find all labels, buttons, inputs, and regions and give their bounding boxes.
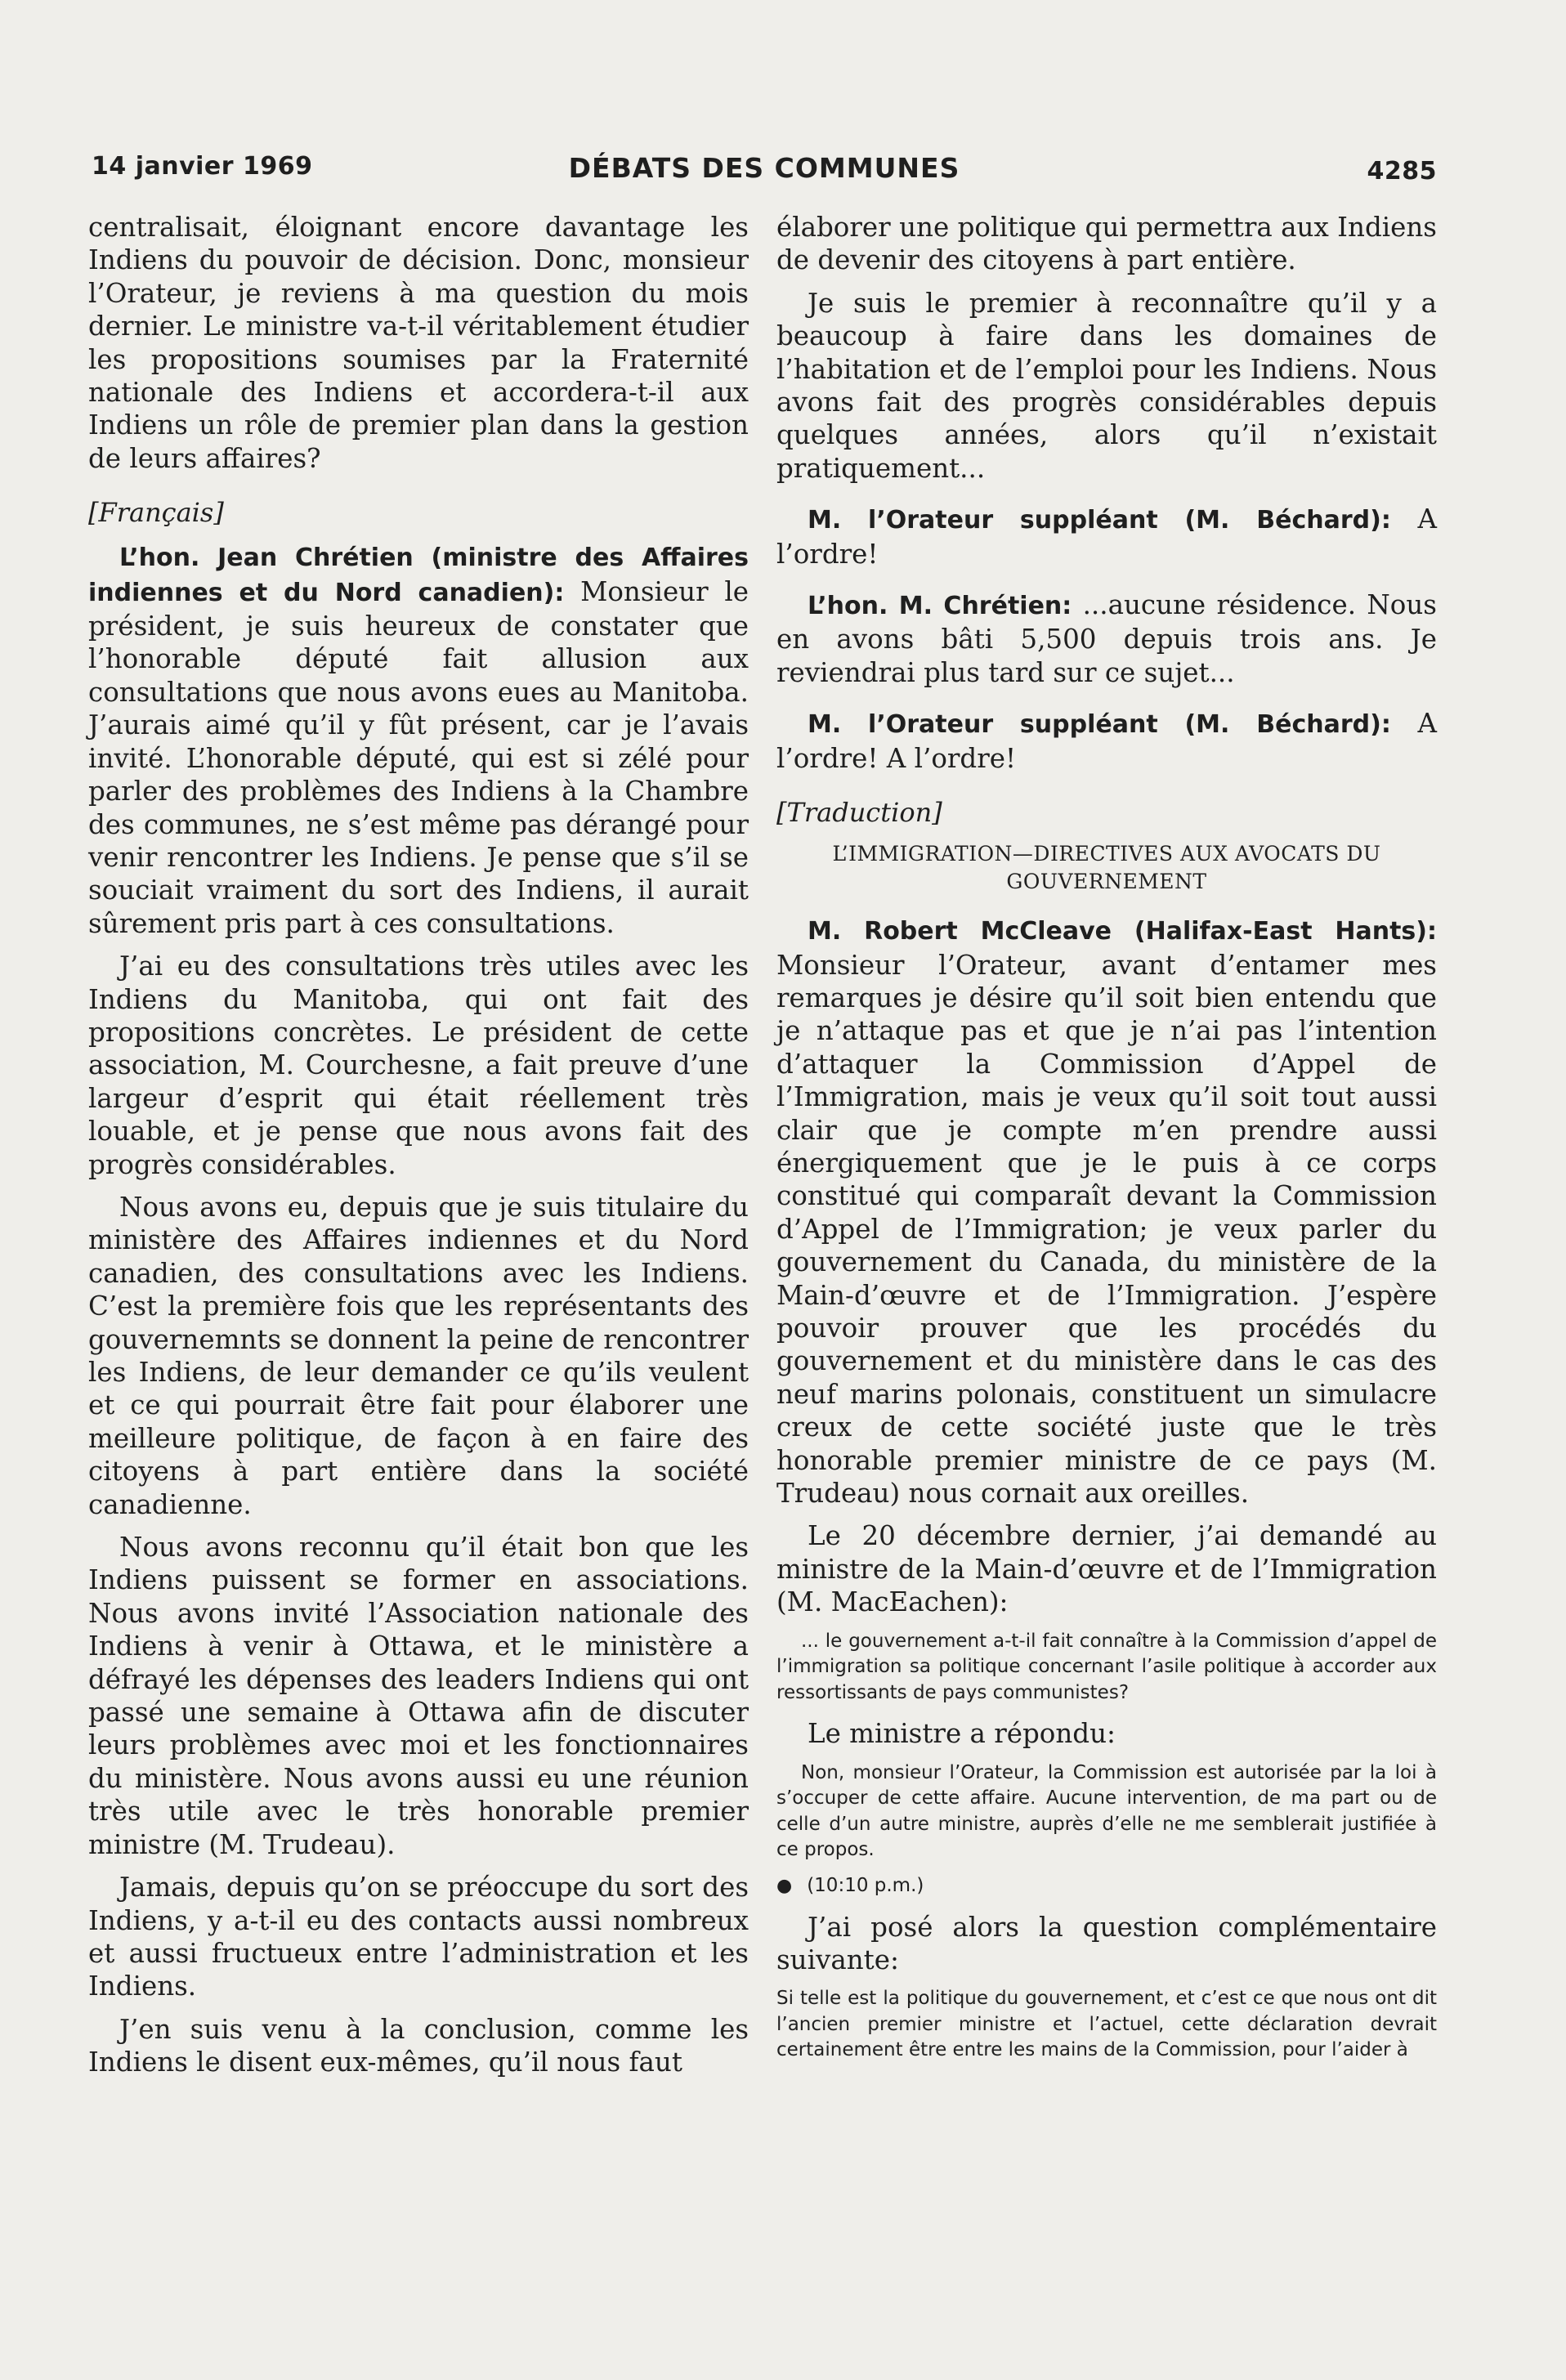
- speech-paragraph: [88, 540, 749, 940]
- speech-paragraph: [776, 588, 1437, 689]
- page-header: [92, 152, 1437, 190]
- speech-text: Monsieur le président, je suis heureux de constater que l’honorable député fait allusion aux consultations que nous avons eues au Manitoba. J’aurais aimé qu’il y fût présent, car je l’avais invité. L’honorable député, qui est si zélé pour parler des problèmes des Indiens à la Chambre des communes, ne s’est même pas dérangé pour venir rencontrer les Indiens. Je pense que s’il se souciait vraiment du sort des Indiens, il aurait sûrement pris part à ces consultations.: [88, 575, 749, 939]
- right-column: [776, 211, 1437, 2075]
- speaker-name: M. Robert McCleave (Halifax-East Hants):: [808, 917, 1437, 946]
- paragraph: Le 20 décembre dernier, j’ai demandé au ministre de la Main-d’œuvre et de l’Immigration (M. MacEachen):: [776, 1520, 1437, 1618]
- bullet-icon: ●: [776, 1875, 793, 1896]
- paragraph: Nous avons eu, depuis que je suis titulaire du ministère des Affaires indiennes et du Nord canadien, des consultations avec les Indiens. C’est la première fois que les représentants des gouvernemnts se donnent la peine de rencontrer les Indiens, de leur demander ce qu’ils veulent et ce qui pourrait être fait pour élaborer une meilleure politique, de façon à en faire des citoyens à part entière dans la société canadienne.: [88, 1191, 749, 1520]
- speech-paragraph: [776, 707, 1437, 775]
- paragraph: Le ministre a répondu:: [808, 1718, 1116, 1750]
- paragraph: Nous avons reconnu qu’il était bon que les Indiens puissent se former en associations. Nous avons invité l’Association nationale des Indiens à venir à Ottawa, et le ministère a défrayé les dépenses des leaders Indiens qui ont passé une semaine à Ottawa afin de discuter leurs problèmes avec moi et les fonctionnaires du ministère. Nous avons aussi eu une réunion très utile avec le très honorable premier ministre (M. Trudeau).: [88, 1532, 749, 1860]
- language-marker: [Français]: [88, 497, 224, 529]
- speaker-name: M. l’Orateur suppléant (M. Béchard):: [808, 710, 1391, 740]
- block-quote: ... le gouvernement a-t-il fait connaître à la Commission d’appel de l’immigration sa politique concernant l’asile politique à accorder aux ressortissants de pays communistes?: [776, 1630, 1437, 1703]
- timestamp-text: (10:10 p.m.): [807, 1874, 924, 1896]
- paragraph: Jamais, depuis qu’on se préoccupe du sort des Indiens, y a-t-il eu des contacts aussi nombreux et aussi fructueux entre l’administration et les Indiens.: [88, 1872, 749, 2002]
- speaker-name: M. l’Orateur suppléant (M. Béchard):: [808, 506, 1391, 535]
- timestamp: [776, 1875, 1437, 1896]
- section-heading: L’IMMIGRATION—DIRECTIVES AUX AVOCATS DU GOUVERNEMENT: [832, 842, 1381, 894]
- speaker-name: L’hon. Jean Chrétien (ministre des Affaires indiennes et du Nord canadien):: [88, 544, 749, 607]
- paragraph: élaborer une politique qui permettra aux Indiens de devenir des citoyens à part entière.: [776, 212, 1437, 276]
- paragraph: J’ai eu des consultations très utiles avec les Indiens du Manitoba, qui ont fait des propositions concrètes. Le président de cette association, M. Courchesne, a fait preuve d’une largeur d’esprit qui était réellement très louable, et je pense que nous avons fait des progrès considérables.: [88, 951, 749, 1180]
- left-column: [88, 211, 749, 2089]
- speech-text: ...aucune résidence. Nous en avons bâti 5,500 depuis trois ans. Je reviendrai plus tard sur ce sujet...: [776, 589, 1437, 688]
- speech-text: Monsieur l’Orateur, avant d’entamer mes remarques je désire qu’il soit bien entendu que je n’attaque pas et que je n’ai pas l’intention d’attaquer la Commission d’Appel de l’Immigration, mais je veux qu’il soit tout aussi clair que je compte m’en prendre aussi énergiquement que je le puis à ce corps constitué qui comparaît devant la Commission d’Appel de l’Immigration; je veux parler du gouvernement du Canada, du ministère de la Main-d’œuvre et de l’Immigration. J’espère pouvoir prouver que les procédés du gouvernement et du ministère dans le cas des neuf marins polonais, constituent un simulacre creux de cette société juste que le très honorable premier ministre de ce pays (M. Trudeau) nous cornait aux oreilles.: [776, 949, 1437, 1509]
- header-title: DÉBATS DES COMMUNES: [568, 152, 960, 184]
- speech-paragraph: [776, 503, 1437, 570]
- header-page-number: 4285: [1367, 157, 1437, 186]
- paragraph: centralisait, éloignant encore davantage les Indiens du pouvoir de décision. Donc, monsieur l’Orateur, je reviens à ma question du mois dernier. Le ministre va-t-il véritablement étudier les propositions soumises par la Fraternité nationale des Indiens et accordera-t-il aux Indiens un rôle de premier plan dans la gestion de leurs affaires?: [88, 212, 749, 474]
- speech-text: A l’ordre!: [776, 503, 1437, 570]
- speech-text: A l’ordre! A l’ordre!: [776, 708, 1437, 774]
- header-date: 14 janvier 1969: [92, 152, 313, 181]
- speech-paragraph: [776, 914, 1437, 1510]
- paragraph: J’en suis venu à la conclusion, comme les Indiens le disent eux-mêmes, qu’il nous faut: [88, 2013, 749, 2078]
- block-quote: Non, monsieur l’Orateur, la Commission est autorisée par la loi à s’occuper de cette affaire. Aucune intervention, de ma part ou de celle d’un autre ministre, auprès d’elle ne me semblerait justifiée à ce propos.: [776, 1761, 1437, 1861]
- language-marker: [Traduction]: [776, 797, 942, 829]
- speaker-name: L’hon. M. Chrétien:: [808, 592, 1072, 621]
- paragraph: J’ai posé alors la question complémentaire suivante:: [776, 1911, 1437, 1975]
- paragraph: Je suis le premier à reconnaître qu’il y a beaucoup à faire dans les domaines de l’habitation et de l’emploi pour les Indiens. Nous avons fait des progrès considérables depuis quelques années, alors qu’il n’existait pratiquement...: [776, 287, 1437, 484]
- block-quote: Si telle est la politique du gouvernement, et c’est ce que nous ont dit l’ancien premier ministre et l’actuel, cette déclaration devrait certainement être entre les mains de la Commission, pour l’aider à: [776, 1988, 1437, 2061]
